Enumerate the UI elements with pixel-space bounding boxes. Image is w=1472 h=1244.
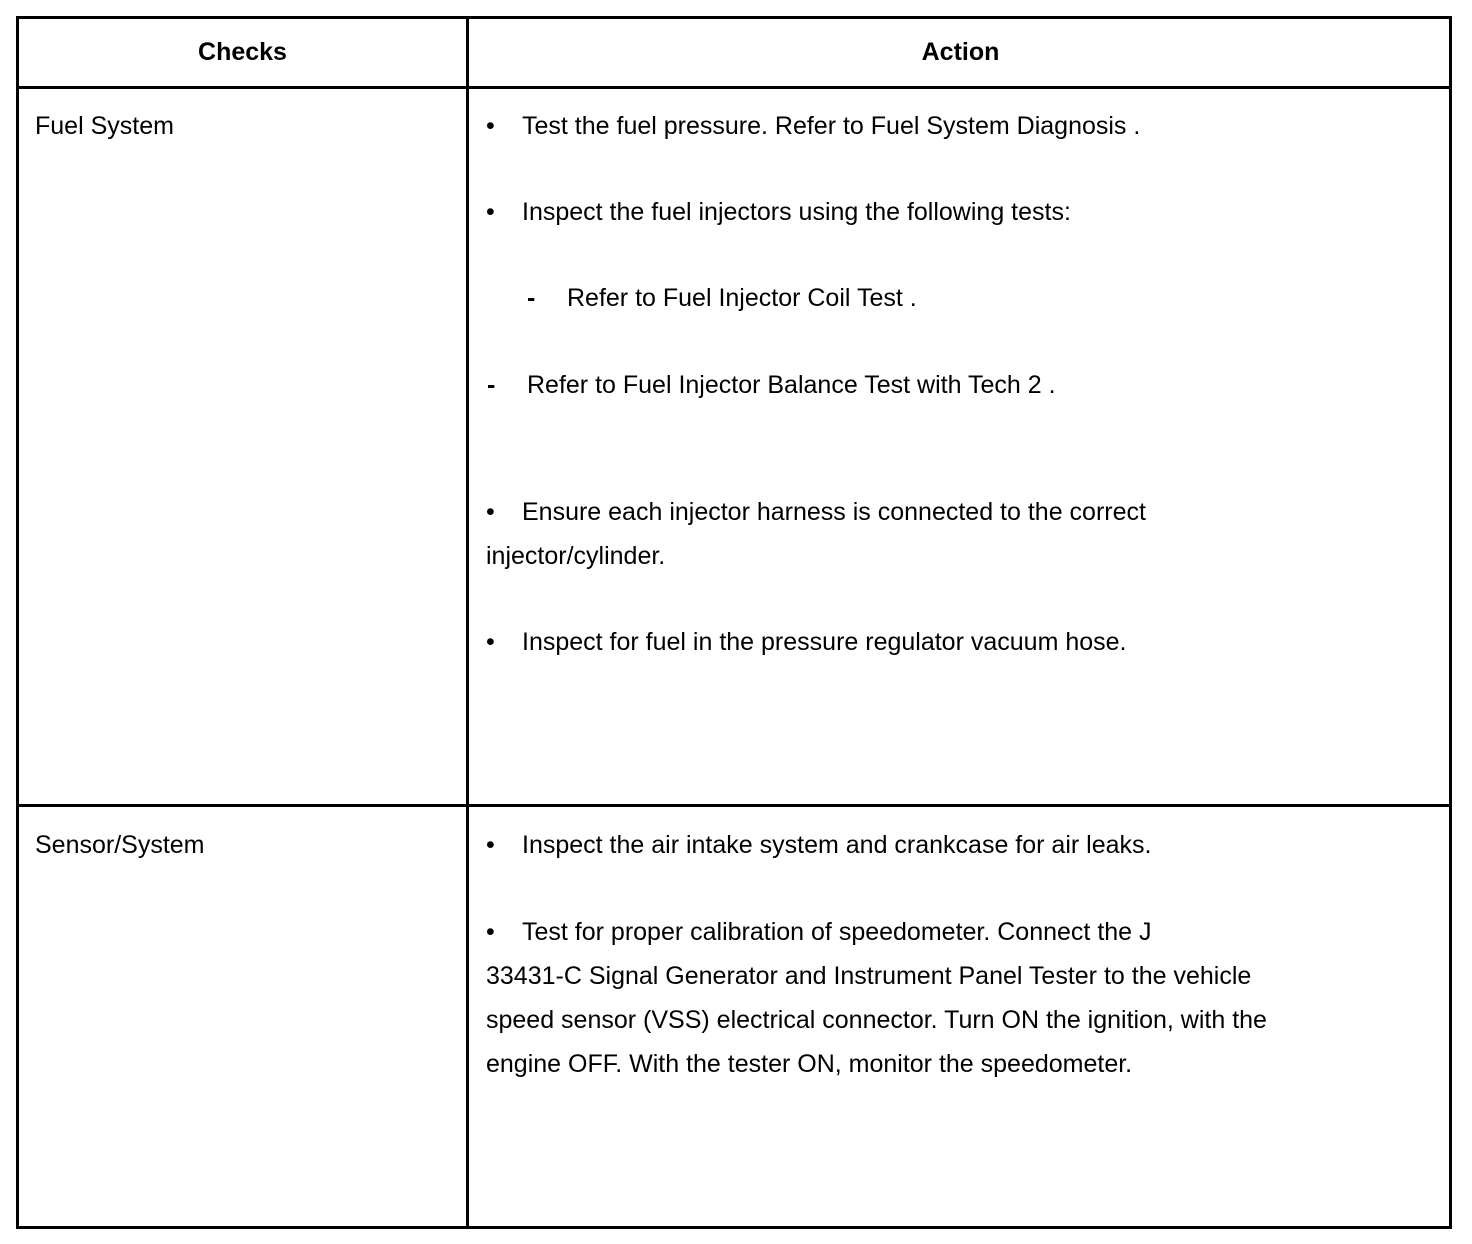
- action-text: Inspect the fuel injectors using the following tests:: [522, 198, 1071, 226]
- row-divider: [19, 804, 1449, 807]
- bullet-icon: •: [486, 628, 495, 656]
- action-text-continuation: engine OFF. With the tester ON, monitor the speedometer.: [486, 1050, 1133, 1078]
- header-checks: Checks: [198, 38, 287, 66]
- action-item: [486, 910, 1267, 1086]
- action-text: Refer to Fuel Injector Coil Test .: [567, 284, 917, 312]
- header-divider: [19, 86, 1449, 89]
- dash-icon: -: [487, 371, 496, 399]
- action-subitem: [527, 283, 917, 313]
- bullet-icon: •: [486, 498, 495, 526]
- action-text-continuation: 33431-C Signal Generator and Instrument Panel Tester to the vehicle: [486, 962, 1252, 990]
- action-subitem: [487, 370, 1056, 400]
- action-item: [486, 111, 1140, 141]
- header-action: Action: [921, 38, 1000, 66]
- bullet-icon: •: [486, 112, 495, 140]
- bullet-icon: •: [486, 831, 495, 859]
- action-text: Refer to Fuel Injector Balance Test with Tech 2 .: [527, 371, 1056, 399]
- action-item: [486, 627, 1127, 657]
- action-item: [486, 490, 1146, 578]
- dash-icon: -: [527, 284, 536, 312]
- action-text: Ensure each injector harness is connected to the correct: [522, 498, 1146, 526]
- action-text: Inspect the air intake system and crankcase for air leaks.: [522, 831, 1152, 859]
- action-item: [486, 197, 1071, 227]
- action-text: Test the fuel pressure. Refer to Fuel System Diagnosis .: [522, 112, 1141, 140]
- column-divider: [466, 19, 469, 1226]
- check-sensor-system: Sensor/System: [35, 831, 205, 859]
- bullet-icon: •: [486, 198, 495, 226]
- diagnostic-table: [16, 16, 1452, 1229]
- action-item: [486, 830, 1151, 860]
- action-text: Inspect for fuel in the pressure regulator vacuum hose.: [522, 628, 1127, 656]
- bullet-icon: •: [486, 918, 495, 946]
- action-text-continuation: speed sensor (VSS) electrical connector. Turn ON the ignition, with the: [486, 1006, 1267, 1034]
- action-text-continuation: injector/cylinder.: [486, 542, 666, 570]
- action-text: Test for proper calibration of speedometer. Connect the J: [522, 918, 1152, 946]
- check-fuel-system: Fuel System: [35, 112, 174, 140]
